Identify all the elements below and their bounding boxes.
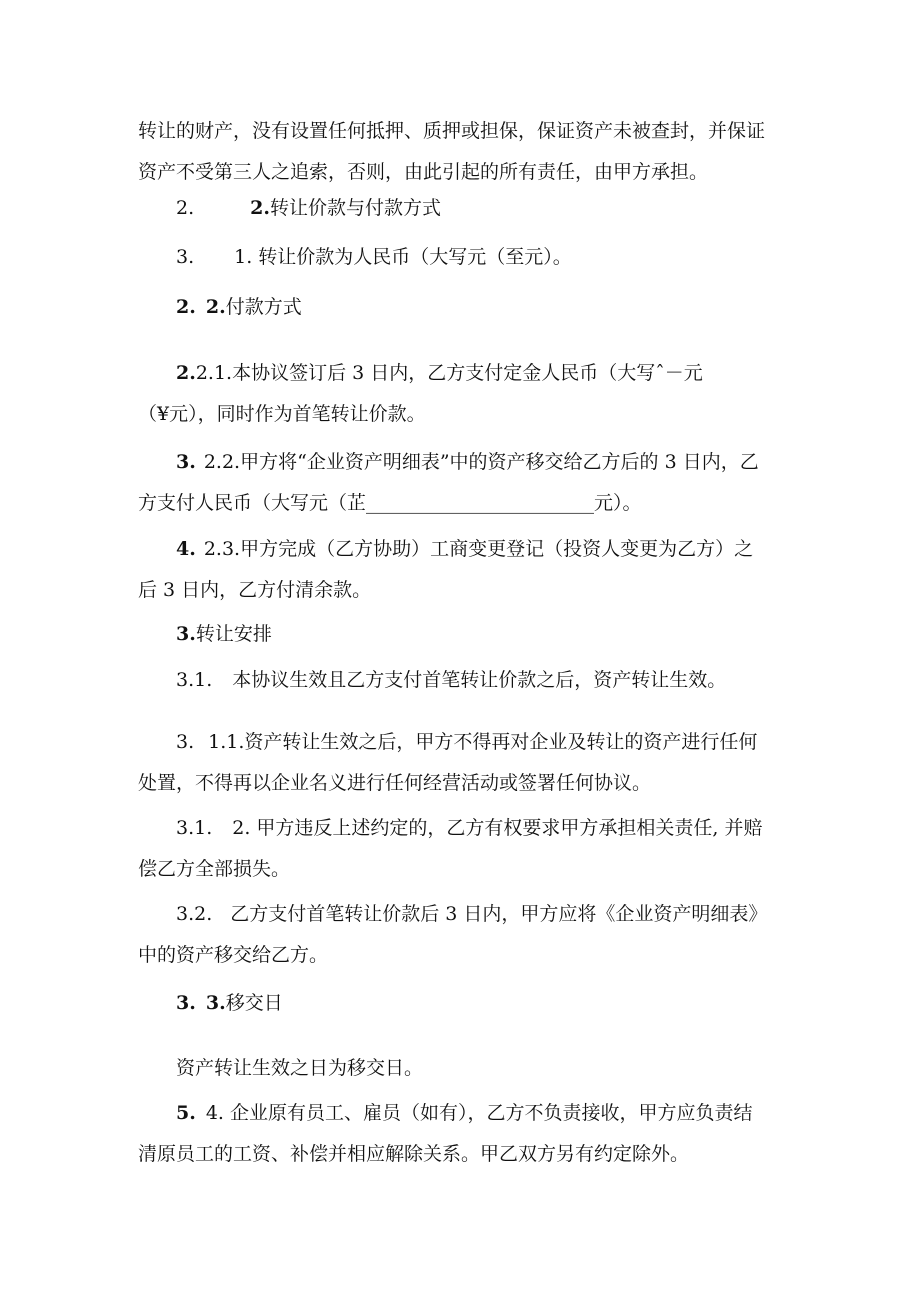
clause-3-1-2-line-1 — [176, 819, 763, 838]
heading-payment-method — [176, 298, 302, 317]
clause-transfer-price — [176, 248, 572, 267]
heading-transfer-arrangement-text: 转让安排 — [195, 623, 272, 645]
clause-2-3-line-1 — [176, 540, 753, 559]
clause-3-2-line-1 — [176, 905, 767, 924]
heading-transfer-date-text: 移交日 — [225, 992, 283, 1014]
clause-2-2-text-1: 2.2.甲方将“企业资产明细表”中的资产移交给乙方后的 3 日内，乙 — [203, 451, 759, 473]
clause-3-2-number: 3.2. — [176, 903, 213, 925]
clause-transfer-price-number: 3. — [176, 246, 195, 268]
clause-3-1-2-number: 3.1. — [176, 817, 213, 839]
clause-employees-number: 5. — [176, 1102, 196, 1124]
heading-payment-method-text: 付款方式 — [225, 296, 302, 318]
heading-transfer-date-bold-number: 3. — [205, 992, 226, 1014]
clause-3-2-text-1: 乙方支付首笔转让价款后 3 日内，甲方应将《企业资产明细表》 — [230, 903, 768, 925]
clause-3-1-number: 3.1. — [176, 669, 213, 691]
clause-3-1-1-number: 3. — [176, 731, 195, 753]
paragraph-transfer-day: 资产转让生效之日为移交日。 — [176, 1057, 424, 1079]
clause-3-1-1-line-2: 处置，不得再以企业名义进行任何经营活动或签署任何协议。 — [138, 772, 652, 794]
clause-2-1-text-1: 2.1.本协议签订后 3 日内，乙方支付定金人民币（大写ˆ－元 — [195, 362, 703, 384]
clause-3-1-text: 本协议生效且乙方支付首笔转让价款之后，资产转让生效。 — [232, 669, 727, 691]
heading-price-payment — [176, 199, 441, 218]
heading-price-payment-bold-number: 2. — [250, 197, 270, 219]
clause-2-3-number: 4. — [176, 538, 196, 560]
heading-payment-method-number: 2. — [176, 296, 196, 318]
clause-2-1-line-1 — [176, 364, 703, 383]
paragraph-intro-line-1: 转让的财产，没有设置任何抵押、质押或担保，保证资产未被查封，并保证 — [138, 120, 766, 142]
heading-price-payment-text: 转让价款与付款方式 — [269, 197, 441, 219]
clause-3-1-1-line-1 — [176, 733, 757, 752]
clause-3-1 — [176, 671, 726, 690]
clause-employees-text-1: 4. 企业原有员工、雇员（如有），乙方不负责接收，甲方应负责结 — [205, 1102, 753, 1124]
heading-transfer-arrangement — [176, 625, 272, 644]
clause-3-1-2-text-1: 2. 甲方违反上述约定的，乙方有权要求甲方承担相关责任, 并赔 — [232, 817, 763, 839]
clause-2-1-number: 2. — [176, 362, 196, 384]
heading-transfer-date — [176, 994, 283, 1013]
heading-transfer-date-number: 3. — [176, 992, 196, 1014]
clause-2-3-text-1: 2.3.甲方完成（乙方协助）工商变更登记（投资人变更为乙方）之 — [203, 538, 754, 560]
heading-price-payment-number: 2. — [176, 197, 195, 219]
clause-2-2-line-1 — [176, 453, 759, 472]
clause-3-1-2-line-2: 偿乙方全部损失。 — [138, 858, 291, 880]
clause-2-2-number: 3. — [176, 451, 196, 473]
clause-3-1-1-text-1: 1.1.资产转让生效之后，甲方不得再对企业及转让的资产进行任何 — [208, 731, 758, 753]
clause-employees-line-1 — [176, 1104, 753, 1123]
clause-3-2-line-2: 中的资产移交给乙方。 — [138, 944, 329, 966]
heading-transfer-arrangement-number: 3. — [176, 623, 196, 645]
paragraph-intro-line-2: 资产不受第三人之追索，否则，由此引起的所有责任，由甲方承担。 — [138, 161, 709, 183]
clause-transfer-price-text: 1. 转让价款为人民币（大写元（至元）。 — [234, 246, 572, 268]
heading-payment-method-bold-number: 2. — [205, 296, 226, 318]
clause-2-3-line-2: 后 3 日内，乙方付清余款。 — [138, 579, 372, 601]
clause-employees-line-2: 清原员工的工资、补偿并相应解除关系。甲乙双方另有约定除外。 — [138, 1143, 690, 1165]
clause-2-2-line-2: 方支付人民币（大写元（芷________________________元）。 — [138, 492, 642, 514]
clause-2-1-line-2: （¥元），同时作为首笔转让价款。 — [138, 403, 426, 425]
